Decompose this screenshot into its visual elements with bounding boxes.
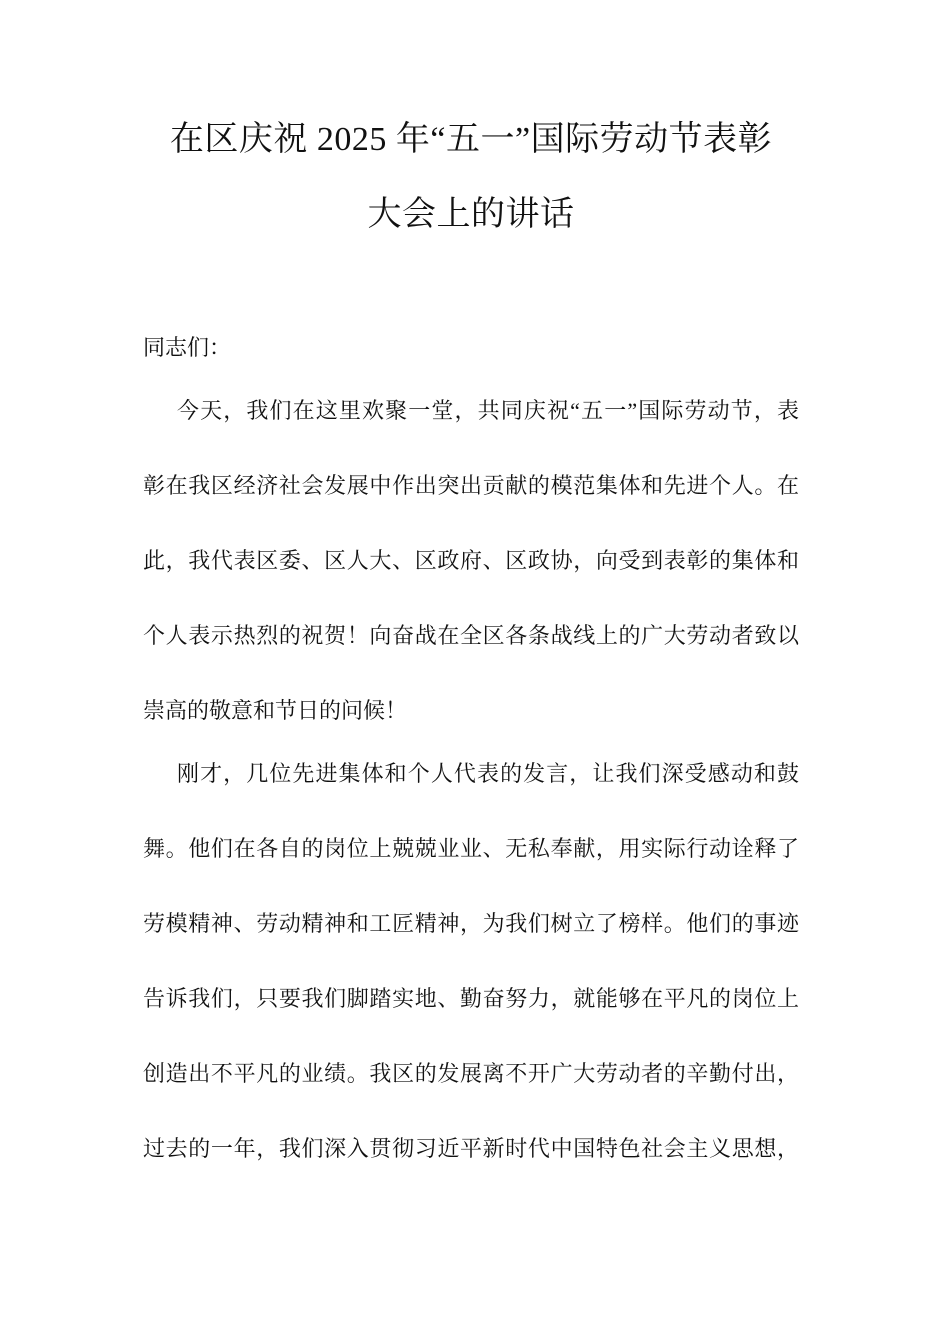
paragraph-line: 彰在我区经济社会发展中作出突出贡献的模范集体和先进个人。在 xyxy=(143,473,799,498)
paragraph-line: 个人表示热烈的祝贺！向奋战在全区各条战线上的广大劳动者致以 xyxy=(143,623,799,648)
paragraph-1 xyxy=(143,373,799,748)
paragraph-line: 劳模精神、劳动精神和工匠精神，为我们树立了榜样。他们的事迹 xyxy=(143,911,799,936)
paragraph-line: 告诉我们，只要我们脚踏实地、勤奋努力，就能够在平凡的岗位上 xyxy=(143,986,799,1011)
paragraph-line: 此，我代表区委、区人大、区政府、区政协，向受到表彰的集体和 xyxy=(143,548,799,573)
paragraph-line: 刚才，几位先进集体和个人代表的发言，让我们深受感动和鼓 xyxy=(177,761,799,786)
paragraph-line: 创造出不平凡的业绩。我区的发展离不开广大劳动者的辛勤付出， xyxy=(143,1061,799,1086)
paragraph-line: 舞。他们在各自的岗位上兢兢业业、无私奉献，用实际行动诠释了 xyxy=(143,836,799,861)
paragraph-line: 今天，我们在这里欢聚一堂，共同庆祝“五一”国际劳动节，表 xyxy=(177,398,800,423)
document-title xyxy=(143,102,799,252)
paragraph-line: 过去的一年，我们深入贯彻习近平新时代中国特色社会主义思想， xyxy=(143,1136,799,1161)
paragraph-line: 崇高的敬意和节日的问候！ xyxy=(143,698,408,723)
paragraph-2 xyxy=(143,736,799,1186)
title-line-2: 大会上的讲话 xyxy=(367,196,575,233)
title-line-1: 在区庆祝 2025 年“五一”国际劳动节表彰 xyxy=(169,121,773,158)
document-body xyxy=(143,310,799,1186)
salutation-line: 同志们： xyxy=(143,335,232,360)
